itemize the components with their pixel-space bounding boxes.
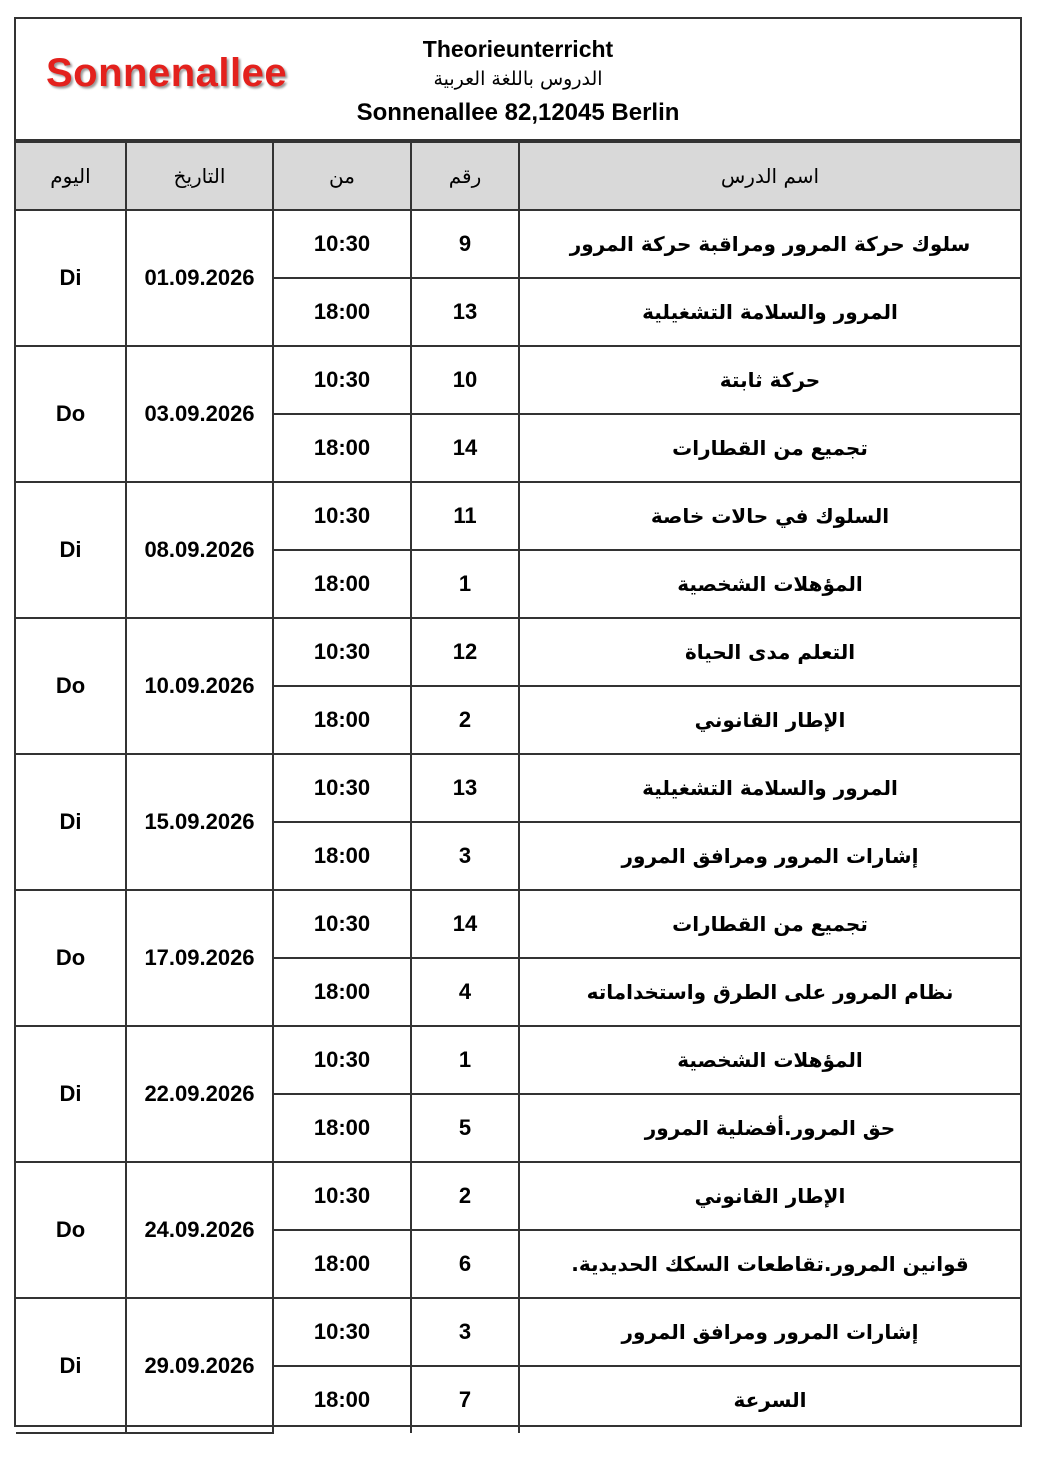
lesson-cell: إشارات المرور ومرافق المرور (519, 822, 1020, 890)
number-cell: 1 (411, 550, 519, 618)
date-cell: 22.09.2026 (126, 1026, 273, 1162)
number-cell: 1 (411, 1026, 519, 1094)
day-cell: Do (16, 1162, 126, 1298)
lesson-cell: التعلم مدى الحياة (519, 618, 1020, 686)
day-cell: Do (16, 346, 126, 482)
time-cell: 10:30 (273, 618, 411, 686)
table-row (16, 618, 1020, 686)
date-cell: 03.09.2026 (126, 346, 273, 482)
day-cell: Do (16, 618, 126, 754)
time-cell: 18:00 (273, 550, 411, 618)
number-cell: 12 (411, 618, 519, 686)
lesson-cell: المؤهلات الشخصية (519, 550, 1020, 618)
table-row (16, 482, 1020, 550)
time-cell: 10:30 (273, 890, 411, 958)
date-cell: 24.09.2026 (126, 1162, 273, 1298)
lesson-cell: حركة ثابتة (519, 346, 1020, 414)
number-cell: 13 (411, 754, 519, 822)
number-cell: 5 (411, 1094, 519, 1162)
number-cell: 7 (411, 1366, 519, 1433)
number-cell: 10 (411, 346, 519, 414)
time-cell: 18:00 (273, 822, 411, 890)
address: Sonnenallee 82,12045 Berlin (356, 99, 680, 126)
lesson-cell: حق المرور.أفضلية المرور (519, 1094, 1020, 1162)
table-row (16, 346, 1020, 414)
date-cell: 01.09.2026 (126, 210, 273, 346)
number-cell: 3 (411, 822, 519, 890)
table-row (16, 1298, 1020, 1366)
date-cell: 08.09.2026 (126, 482, 273, 618)
header (16, 19, 1020, 141)
number-cell: 2 (411, 686, 519, 754)
column-header-date: التاريخ (126, 142, 273, 210)
lesson-cell: الإطار القانوني (519, 686, 1020, 754)
column-header-from: من (273, 142, 411, 210)
time-cell: 10:30 (273, 482, 411, 550)
time-cell: 10:30 (273, 210, 411, 278)
time-cell: 10:30 (273, 754, 411, 822)
time-cell: 18:00 (273, 1230, 411, 1298)
lesson-cell: المؤهلات الشخصية (519, 1026, 1020, 1094)
time-cell: 18:00 (273, 278, 411, 346)
table-row (16, 754, 1020, 822)
date-cell: 17.09.2026 (126, 890, 273, 1026)
time-cell: 10:30 (273, 346, 411, 414)
number-cell: 14 (411, 890, 519, 958)
schedule-table (16, 141, 1020, 1434)
lesson-cell: نظام المرور على الطرق واستخداماته (519, 958, 1020, 1026)
lesson-cell: الإطار القانوني (519, 1162, 1020, 1230)
lesson-cell: تجميع من القطارات (519, 414, 1020, 482)
time-cell: 18:00 (273, 414, 411, 482)
column-header-lesson: اسم الدرس (519, 142, 1020, 210)
schedule-sheet (14, 17, 1022, 1427)
number-cell: 4 (411, 958, 519, 1026)
table-row (16, 890, 1020, 958)
table-row (16, 1162, 1020, 1230)
table-header-row (16, 142, 1020, 210)
lesson-cell: المرور والسلامة التشغيلية (519, 754, 1020, 822)
date-cell: 10.09.2026 (126, 618, 273, 754)
number-cell: 13 (411, 278, 519, 346)
time-cell: 10:30 (273, 1298, 411, 1366)
day-cell: Do (16, 890, 126, 1026)
day-cell: Di (16, 210, 126, 346)
number-cell: 3 (411, 1298, 519, 1366)
column-header-number: رقم (411, 142, 519, 210)
table-row (16, 210, 1020, 278)
number-cell: 9 (411, 210, 519, 278)
lesson-cell: السرعة (519, 1366, 1020, 1433)
date-cell: 15.09.2026 (126, 754, 273, 890)
school-logo: Sonnenallee (46, 51, 288, 95)
lesson-cell: سلوك حركة المرور ومراقبة حركة المرور (519, 210, 1020, 278)
number-cell: 11 (411, 482, 519, 550)
day-cell: Di (16, 482, 126, 618)
time-cell: 18:00 (273, 686, 411, 754)
lesson-cell: السلوك في حالات خاصة (519, 482, 1020, 550)
day-cell: Di (16, 1298, 126, 1433)
time-cell: 10:30 (273, 1026, 411, 1094)
day-cell: Di (16, 754, 126, 890)
time-cell: 18:00 (273, 958, 411, 1026)
time-cell: 18:00 (273, 1366, 411, 1433)
number-cell: 2 (411, 1162, 519, 1230)
lesson-cell: قوانين المرور.تقاطعات السكك الحديدية. (519, 1230, 1020, 1298)
day-cell: Di (16, 1026, 126, 1162)
column-header-day: اليوم (16, 142, 126, 210)
date-cell: 29.09.2026 (126, 1298, 273, 1433)
page-subtitle: الدروس باللغة العربية (433, 68, 603, 90)
number-cell: 14 (411, 414, 519, 482)
time-cell: 10:30 (273, 1162, 411, 1230)
time-cell: 18:00 (273, 1094, 411, 1162)
page-title: Theorieunterricht (422, 36, 614, 62)
number-cell: 6 (411, 1230, 519, 1298)
lesson-cell: المرور والسلامة التشغيلية (519, 278, 1020, 346)
lesson-cell: تجميع من القطارات (519, 890, 1020, 958)
lesson-cell: إشارات المرور ومرافق المرور (519, 1298, 1020, 1366)
table-row (16, 1026, 1020, 1094)
